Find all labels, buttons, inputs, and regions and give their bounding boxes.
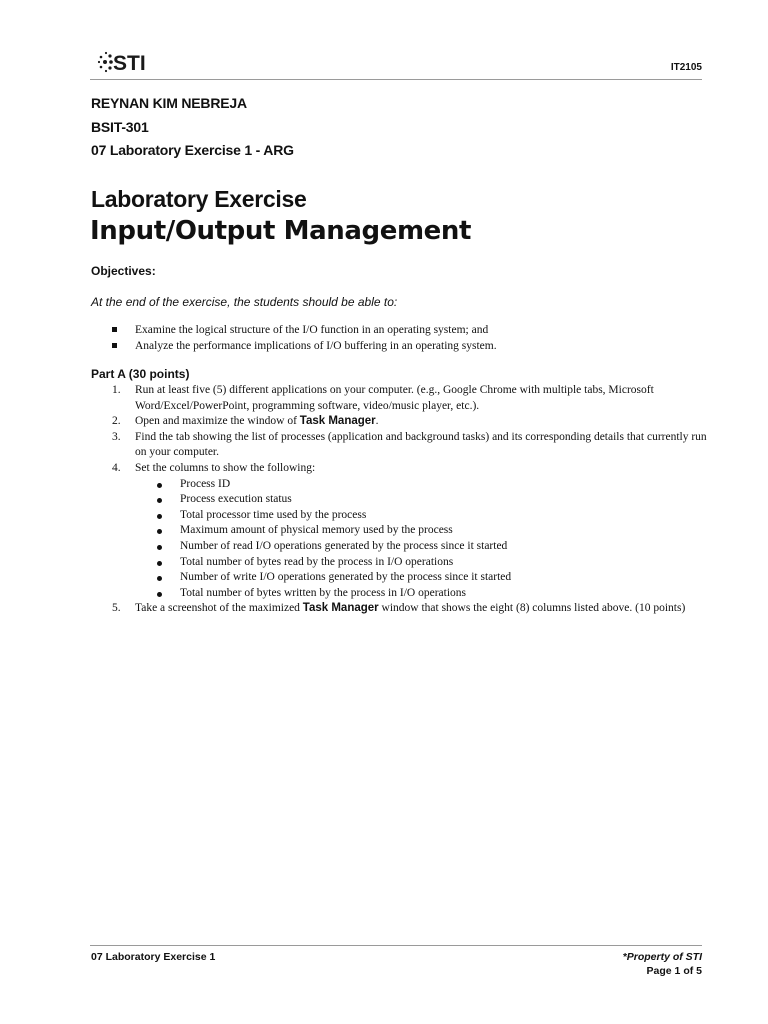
logo-text: STI <box>113 52 146 75</box>
square-bullet-icon <box>112 343 117 348</box>
objective-item: Examine the logical structure of the I/O function in an operating system; and <box>110 322 497 338</box>
square-bullet-icon <box>112 327 117 332</box>
bullet-icon <box>157 529 162 534</box>
document-subtitle: Input/Output Management <box>90 216 472 246</box>
task-manager-highlight: Task Manager <box>302 602 379 615</box>
student-name: REYNAN KIM NEBREJA <box>91 95 247 111</box>
column-item: Process execution status <box>135 492 710 508</box>
step-item: 1. Run at least five (5) different applications on your computer. (e.g., Google Chrome with multiple tabs, Microsoft Word/Excel/PowerPoint, programming software, video/music player, etc.). <box>112 384 654 412</box>
bullet-icon <box>157 592 162 597</box>
column-item: Number of write I/O operations generated by the process since it started <box>135 570 710 586</box>
task-manager-highlight: Task Manager <box>299 415 376 428</box>
bullet-icon <box>157 545 162 550</box>
column-item: Maximum amount of physical memory used by the process <box>135 523 710 539</box>
bullet-icon <box>157 561 162 566</box>
bullet-icon <box>157 483 162 488</box>
course-code: IT2105 <box>670 62 702 73</box>
step-item: 5. Take a screenshot of the maximized Task Manager window that shows the eight (8) columns listed above. (10 points) <box>112 602 686 615</box>
columns-list <box>135 477 710 602</box>
part-a-heading: Part A (30 points) <box>91 367 190 381</box>
column-item: Total number of bytes read by the process in I/O operations <box>135 555 710 571</box>
bullet-icon <box>157 514 162 519</box>
steps-list <box>110 383 710 617</box>
property-notice: *Property of STI <box>622 951 702 963</box>
document-title: Laboratory Exercise <box>91 186 307 212</box>
activity-name: 07 Laboratory Exercise 1 - ARG <box>91 142 294 158</box>
column-item: Process ID <box>135 477 710 493</box>
student-info <box>91 92 294 163</box>
footer-activity: 07 Laboratory Exercise 1 <box>91 951 216 963</box>
page-number: Page 1 of 5 <box>646 964 702 977</box>
bullet-icon <box>157 498 162 503</box>
footer-divider <box>90 945 702 946</box>
objectives-heading: Objectives: <box>91 264 156 278</box>
column-item: Number of read I/O operations generated by the process since it started <box>135 539 710 555</box>
column-item: Total number of bytes written by the process in I/O operations <box>135 586 710 602</box>
objective-item: Analyze the performance implications of I/O buffering in an operating system. <box>110 338 497 354</box>
objectives-list <box>110 322 497 354</box>
step-item: 4. Set the columns to show the following: Process ID Process execution status Total processor time used by the process Maximum amount of physical memory used by the process Number of read I/O operations generated by the process since it started Total number of bytes read by the process in I/O operations Number of write I/O operations generated by the process since it started Total number of bytes written by the process in I/O operations <box>110 461 710 601</box>
header-divider <box>90 79 702 80</box>
footer-info <box>623 951 702 978</box>
objectives-intro: At the end of the exercise, the students should be able to: <box>91 295 398 309</box>
sti-logo <box>96 48 156 76</box>
step-item: 3. Find the tab showing the list of processes (application and background tasks) and its corresponding details that currently run on your computer. <box>112 430 707 459</box>
student-section: BSIT-301 <box>91 118 149 135</box>
step-item: 2. Open and maximize the window of Task Manager. <box>112 415 379 428</box>
column-item: Total processor time used by the process <box>135 508 710 524</box>
bullet-icon <box>157 576 162 581</box>
